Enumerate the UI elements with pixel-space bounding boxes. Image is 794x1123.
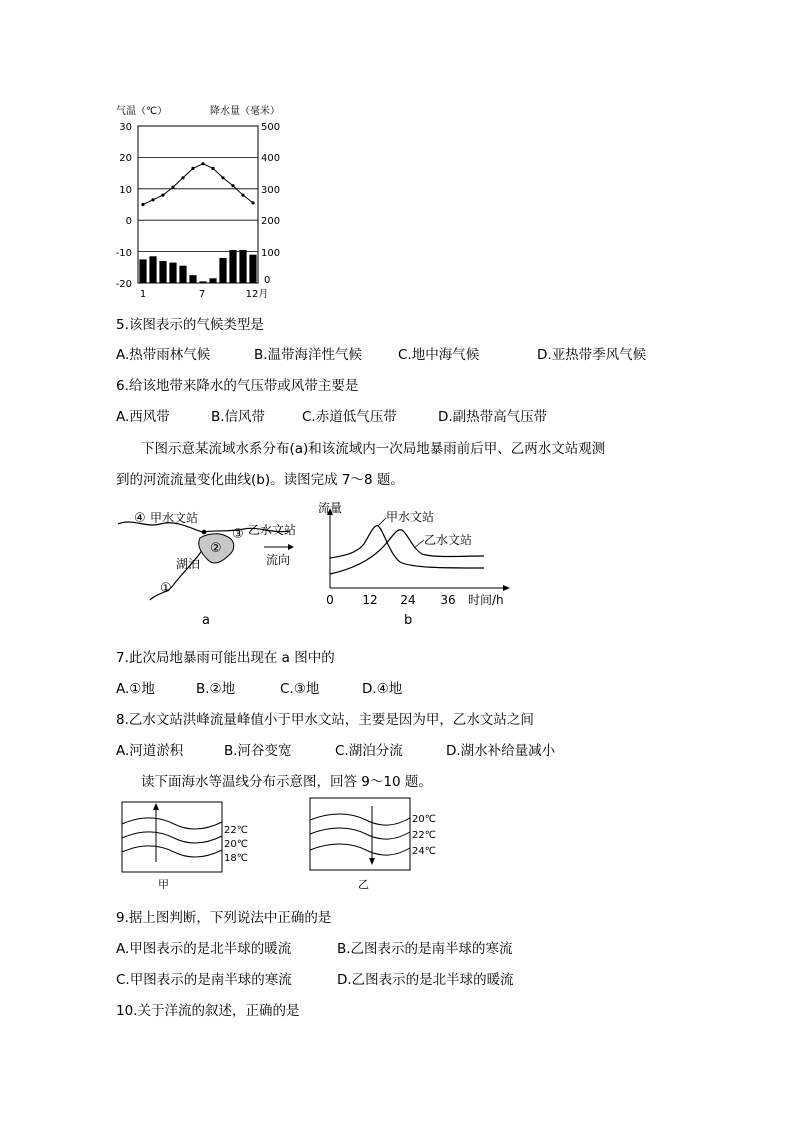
x-tick: 36 (440, 593, 456, 607)
precipitation-bar (189, 275, 196, 283)
q5-option-b[interactable]: B.温带海洋性气候 (254, 347, 363, 363)
intro-7-8-line2: 到的河流流量变化曲线(b)。读图完成 7～8 题。 (116, 472, 404, 488)
q8-option-d[interactable]: D.湖水补给量减小 (446, 743, 556, 759)
temp-tick: -10 (115, 248, 132, 259)
isotherm-figure-jia (112, 798, 262, 894)
yi-curve-label: 乙水文站 (424, 533, 473, 547)
intro-7-8-line1: 下图示意某流域水系分布(a)和该流域内一次局地暴雨前后甲、乙两水文站观测 (141, 441, 606, 457)
q5-option-c[interactable]: C.地中海气候 (398, 347, 480, 363)
precipitation-bar (229, 250, 236, 283)
temp-tick: 10 (119, 185, 132, 196)
precipitation-bar (219, 258, 226, 283)
yi-frame (310, 798, 410, 870)
q9-option-a[interactable]: A.甲图表示的是北半球的暖流 (116, 941, 292, 957)
q6-option-c[interactable]: C.赤道低气压带 (302, 409, 397, 425)
q6-option-d[interactable]: D.副热带高气压带 (438, 409, 548, 425)
temperature-point (211, 167, 214, 170)
yi-arrow-head (369, 858, 375, 865)
flow-arrow-head (288, 544, 294, 550)
precip-tick: 400 (261, 153, 281, 164)
climate-chart (112, 100, 292, 302)
temperature-point (191, 167, 194, 170)
yi-caption: 乙 (358, 878, 369, 891)
precipitation-bar (159, 261, 166, 283)
jia-station-label: 甲水文站 (150, 511, 199, 525)
temp-axis-label: 气温（℃） (116, 106, 168, 117)
temperature-point (151, 198, 154, 201)
figure-b-caption: b (404, 613, 413, 628)
yi-label-22: 22℃ (412, 830, 436, 841)
yi-label-24: 24℃ (412, 846, 436, 857)
temperature-point (221, 176, 224, 179)
q7-stem: 7.此次局地暴雨可能出现在 a 图中的 (116, 650, 335, 666)
temperature-point (161, 194, 164, 197)
temperature-point (241, 194, 244, 197)
yi-isotherm-20 (310, 814, 410, 825)
temperature-point (171, 186, 174, 189)
precipitation-bar (169, 263, 176, 283)
jia-label-22: 22℃ (224, 825, 248, 836)
x-tick: 12 (362, 593, 378, 607)
jia-isotherm-22 (122, 818, 222, 829)
temp-tick: 20 (119, 153, 132, 164)
yi-isotherm-22 (310, 828, 410, 839)
x-axis-arrow (503, 585, 510, 591)
river-system-figure (112, 504, 312, 630)
jia-isotherm-20 (122, 832, 222, 843)
precip-tick: 0 (264, 275, 271, 286)
q9-stem: 9.据上图判断，下列说法中正确的是 (116, 910, 332, 926)
q10-stem: 10.关于洋流的叙述，正确的是 (116, 1003, 300, 1019)
month-tick: 1 (139, 289, 147, 300)
intro-9-10: 读下面海水等温线分布示意图，回答 9～10 题。 (141, 774, 432, 790)
marker-4: ④ (134, 511, 146, 526)
temperature-point (181, 176, 184, 179)
discharge-figure (312, 496, 522, 630)
jia-leader (378, 518, 386, 526)
precipitation-bar (249, 255, 256, 283)
jia-station-dot (202, 530, 207, 535)
precipitation-bar (199, 281, 206, 283)
flow-label: 流向 (266, 553, 291, 567)
precip-tick: 100 (261, 248, 281, 259)
month-tick: 7 (198, 289, 206, 300)
month-tick: 12月 (245, 289, 269, 300)
temperature-point (231, 184, 234, 187)
precip-axis-label: 降水量（毫米） (210, 106, 280, 117)
precipitation-bar (209, 278, 216, 283)
q7-option-d[interactable]: D.④地 (362, 681, 403, 697)
q9-option-c[interactable]: C.甲图表示的是南半球的寒流 (116, 972, 292, 988)
q9-option-d[interactable]: D.乙图表示的是北半球的暖流 (337, 972, 514, 988)
q8-stem: 8.乙水文站洪峰流量峰值小于甲水文站，主要是因为甲，乙水文站之间 (116, 712, 534, 728)
y-axis-label: 流量 (318, 501, 343, 515)
yi-leader (414, 540, 424, 548)
temperature-line (143, 164, 253, 205)
q5-option-a[interactable]: A.热带雨林气候 (116, 347, 211, 363)
lake-label: 湖泊 (176, 557, 201, 571)
jia-label-18: 18℃ (224, 853, 248, 864)
temp-tick: 0 (125, 216, 132, 227)
yi-station-label: 乙水文站 (248, 523, 297, 537)
q8-option-c[interactable]: C.湖泊分流 (335, 743, 403, 759)
q6-stem: 6.给该地带来降水的气压带或风带主要是 (116, 378, 359, 394)
x-tick: 0 (326, 593, 334, 607)
isotherm-figure-yi (300, 794, 450, 894)
marker-2: ② (210, 541, 222, 556)
precip-tick: 500 (261, 122, 281, 133)
q8-option-b[interactable]: B.河谷变宽 (224, 743, 292, 759)
figure-a-caption: a (202, 613, 210, 628)
temperature-point (141, 203, 144, 206)
q7-option-b[interactable]: B.②地 (196, 681, 236, 697)
x-tick: 24 (400, 593, 416, 607)
precip-tick: 300 (261, 185, 281, 196)
jia-caption: 甲 (158, 878, 169, 891)
precipitation-bar (179, 266, 186, 283)
temp-tick: -20 (115, 279, 132, 290)
jia-label-20: 20℃ (224, 839, 248, 850)
temperature-point (201, 162, 204, 165)
jia-arrow-head (153, 803, 159, 810)
jia-isotherm-18 (122, 846, 222, 857)
precipitation-bar (139, 259, 146, 283)
yi-isotherm-24 (310, 844, 410, 855)
precipitation-bar (239, 250, 246, 283)
q7-option-a[interactable]: A.①地 (116, 681, 155, 697)
q5-stem: 5.该图表示的气候类型是 (116, 317, 264, 333)
q6-option-b[interactable]: B.信风带 (211, 409, 266, 425)
temp-tick: 30 (119, 122, 132, 133)
temperature-point (251, 201, 254, 204)
q7-option-c[interactable]: C.③地 (280, 681, 320, 697)
yi-label-20: 20℃ (412, 814, 436, 825)
marker-1: ① (160, 581, 172, 596)
q8-option-a[interactable]: A.河道淤积 (116, 743, 184, 759)
q6-option-a[interactable]: A.西风带 (116, 409, 170, 425)
x-axis-label: 时间/h (468, 593, 504, 607)
q5-option-d[interactable]: D.亚热带季风气候 (537, 347, 647, 363)
precip-tick: 200 (261, 216, 281, 227)
precipitation-bar (149, 256, 156, 283)
marker-3: ③ (232, 527, 244, 542)
q9-option-b[interactable]: B.乙图表示的是南半球的寒流 (337, 941, 513, 957)
jia-curve-label: 甲水文站 (386, 510, 435, 524)
